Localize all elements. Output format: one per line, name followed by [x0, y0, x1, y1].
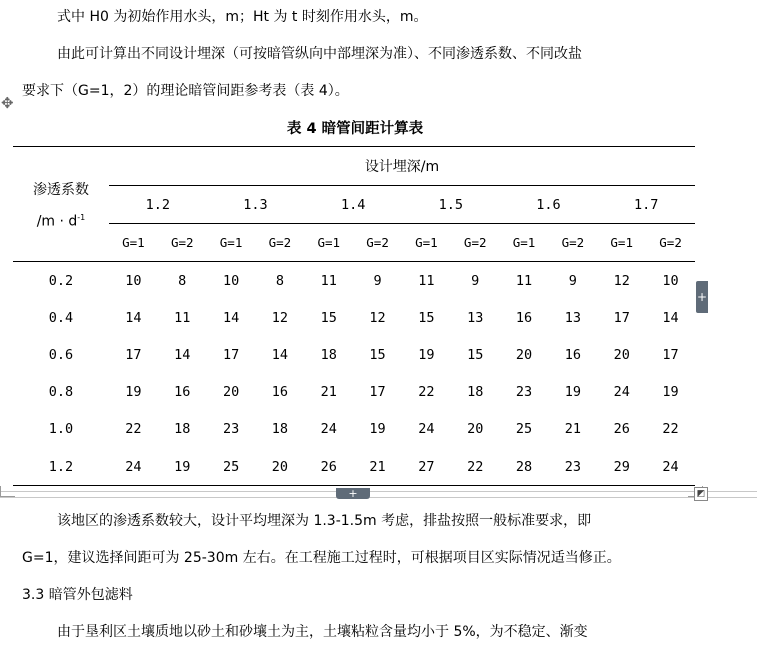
spacing-value-cell: 14 — [174, 346, 191, 363]
g-header-cell: G=1 — [402, 224, 451, 262]
spacing-value-cell: 10 — [125, 272, 142, 289]
spacing-value-cell: 15 — [467, 346, 484, 363]
spacing-value-cell: 23 — [222, 421, 240, 438]
spacing-value-cell: 20 — [613, 346, 630, 363]
spacing-value-cell: 20 — [467, 421, 484, 438]
spacing-value-cell: 12 — [369, 309, 386, 326]
spacing-value-cell: 23 — [515, 384, 533, 401]
spacing-value-cell: 18 — [467, 384, 484, 401]
spacing-value-cell: 21 — [564, 421, 581, 438]
spacing-value-cell: 9 — [471, 272, 480, 289]
spacing-value-cell: 24 — [646, 448, 695, 486]
spacing-value-cell: 22 — [451, 448, 500, 486]
paragraph-line: 要求下（G=1，2）的理论暗管间距参考表（表 4）。 — [22, 83, 349, 99]
spacing-value-cell: 21 — [320, 384, 337, 401]
spacing-value-cell: 22 — [418, 384, 435, 401]
spacing-value-cell: 11 — [515, 272, 533, 289]
spacing-table[interactable] — [13, 146, 695, 486]
g-header-cell: G=1 — [597, 224, 646, 262]
spacing-value-cell: 17 — [369, 384, 386, 401]
spacing-value-cell: 14 — [271, 346, 289, 363]
table-row — [13, 262, 695, 300]
g-header-row — [13, 224, 695, 262]
spacing-value-cell: 20 — [255, 448, 304, 486]
spacing-value-cell: 24 — [109, 448, 158, 486]
table-move-handle-icon[interactable]: ✥ — [1, 94, 14, 112]
spacing-value-cell: 17 — [222, 346, 240, 363]
add-row-button[interactable]: + — [696, 281, 708, 313]
spacing-value-cell: 19 — [418, 346, 435, 363]
g-header-cell: G=2 — [548, 224, 597, 262]
paragraph-line: 由于垦利区土壤质地以砂土和砂壤土为主，土壤粘粒含量均小于 5%，为不稳定、渐变 — [57, 624, 588, 640]
depth-header-cell: 1.7 — [597, 186, 695, 224]
table-caption: 表 4 暗管间距计算表 — [286, 121, 424, 137]
spacing-value-cell: 25 — [207, 448, 256, 486]
paragraph-line: G=1，建议选择间距可为 25-30m 左右。在工程施工过程时，可根据项目区实际情况适当修正。 — [22, 550, 621, 566]
permeability-cell: 0.8 — [48, 384, 74, 401]
spacing-value-cell: 21 — [353, 448, 402, 486]
row-header-cell — [13, 147, 109, 262]
spacing-value-cell: 9 — [373, 272, 382, 289]
permeability-cell: 0.2 — [48, 272, 74, 289]
g-header-cell: G=1 — [109, 224, 158, 262]
spacing-value-cell: 24 — [320, 421, 337, 438]
g-header-cell: G=2 — [158, 224, 207, 262]
spacing-value-cell: 16 — [515, 309, 533, 326]
spacing-value-cell: 26 — [613, 421, 630, 438]
spacing-value-cell: 17 — [125, 346, 142, 363]
spacing-value-cell: 12 — [613, 272, 630, 289]
spacing-value-cell: 18 — [174, 421, 191, 438]
spacing-value-cell: 19 — [158, 448, 207, 486]
g-header-cell: G=2 — [646, 224, 695, 262]
permeability-cell: 1.0 — [48, 421, 74, 438]
spacing-value-cell: 16 — [564, 346, 581, 363]
spacing-value-cell: 24 — [613, 384, 630, 401]
spacing-value-cell: 11 — [320, 272, 337, 289]
spacing-value-cell: 11 — [174, 309, 191, 326]
g-header-cell: G=2 — [255, 224, 304, 262]
spacing-value-cell: 28 — [500, 448, 549, 486]
spacing-value-cell: 14 — [662, 309, 679, 326]
margin-mark-left — [0, 486, 15, 497]
spacing-value-cell: 9 — [568, 272, 577, 289]
spacing-value-cell: 19 — [369, 421, 386, 438]
permeability-cell: 0.4 — [48, 309, 74, 326]
spacing-value-cell: 19 — [662, 384, 679, 401]
spacing-value-cell: 13 — [467, 309, 484, 326]
row-header-title: 渗透系数 — [33, 181, 89, 198]
spacing-value-cell: 17 — [662, 346, 679, 363]
spacing-value-cell: 15 — [418, 309, 435, 326]
permeability-cell: 0.6 — [48, 346, 74, 363]
g-header-cell: G=2 — [451, 224, 500, 262]
spacing-value-cell: 14 — [222, 309, 240, 326]
table-row — [13, 374, 695, 411]
spacing-value-cell: 15 — [320, 309, 337, 326]
depth-header-cell: 1.2 — [109, 186, 207, 224]
spacing-value-cell: 22 — [662, 421, 679, 438]
spacing-value-cell: 8 — [178, 272, 187, 289]
depth-header-cell: 1.4 — [304, 186, 402, 224]
spacing-value-cell: 15 — [369, 346, 386, 363]
depth-header-cell: 1.3 — [207, 186, 305, 224]
page-break — [0, 491, 757, 499]
spacing-value-cell: 14 — [125, 309, 142, 326]
g-header-cell: G=1 — [207, 224, 256, 262]
spacing-value-cell: 12 — [271, 309, 289, 326]
spacing-value-cell: 19 — [125, 384, 142, 401]
spacing-value-cell: 23 — [548, 448, 597, 486]
spacing-value-cell: 20 — [222, 384, 240, 401]
spacing-value-cell: 29 — [597, 448, 646, 486]
spacing-value-cell: 18 — [320, 346, 337, 363]
table-row — [13, 299, 695, 336]
spacing-value-cell: 8 — [275, 272, 284, 289]
spacing-value-cell: 26 — [304, 448, 353, 486]
row-header-unit: $/m \cdot d^{-1}$ — [36, 212, 86, 230]
spacing-value-cell: 17 — [613, 309, 630, 326]
table-row — [13, 336, 695, 373]
spacing-value-cell: 18 — [271, 421, 289, 438]
spacing-value-cell: 27 — [402, 448, 451, 486]
spacing-value-cell: 24 — [418, 421, 435, 438]
paragraph-line: 由此可计算出不同设计埋深（可按暗管纵向中部埋深为准）、不同渗透系数、不同改盐 — [57, 46, 582, 62]
table-row — [13, 411, 695, 448]
depth-header-cell: 1.6 — [500, 186, 598, 224]
spacing-value-cell: 10 — [222, 272, 240, 289]
depth-header-cell: 1.5 — [402, 186, 500, 224]
group-header: 设计埋深/m — [109, 147, 695, 186]
spacing-value-cell: 20 — [515, 346, 533, 363]
g-header-cell: G=1 — [500, 224, 549, 262]
paragraph-line: 该地区的渗透系数较大，设计平均埋深为 1.3-1.5m 考虑，排盐按照一般标准要求，即 — [57, 513, 592, 529]
g-header-cell: G=1 — [304, 224, 353, 262]
add-column-button[interactable]: + — [336, 488, 370, 499]
spacing-value-cell: 16 — [174, 384, 191, 401]
spacing-value-cell: 13 — [564, 309, 581, 326]
g-header-cell: G=2 — [353, 224, 402, 262]
spacing-value-cell: 10 — [662, 272, 679, 289]
paragraph-line: 式中 H0 为初始作用水头，m；Ht 为 t 时刻作用水头，m。 — [57, 9, 428, 25]
spacing-value-cell: 16 — [271, 384, 289, 401]
section-heading: 3.3 暗管外包滤料 — [22, 587, 133, 603]
spacing-value-cell: 19 — [564, 384, 581, 401]
table-row — [13, 448, 695, 486]
spacing-value-cell: 25 — [515, 421, 533, 438]
table-body — [13, 262, 695, 486]
permeability-cell: 1.2 — [13, 448, 109, 486]
spacing-value-cell: 22 — [125, 421, 142, 438]
spacing-value-cell: 11 — [418, 272, 435, 289]
depth-header-row — [13, 186, 695, 224]
table-resize-handle-icon[interactable]: ◩ — [694, 487, 708, 501]
